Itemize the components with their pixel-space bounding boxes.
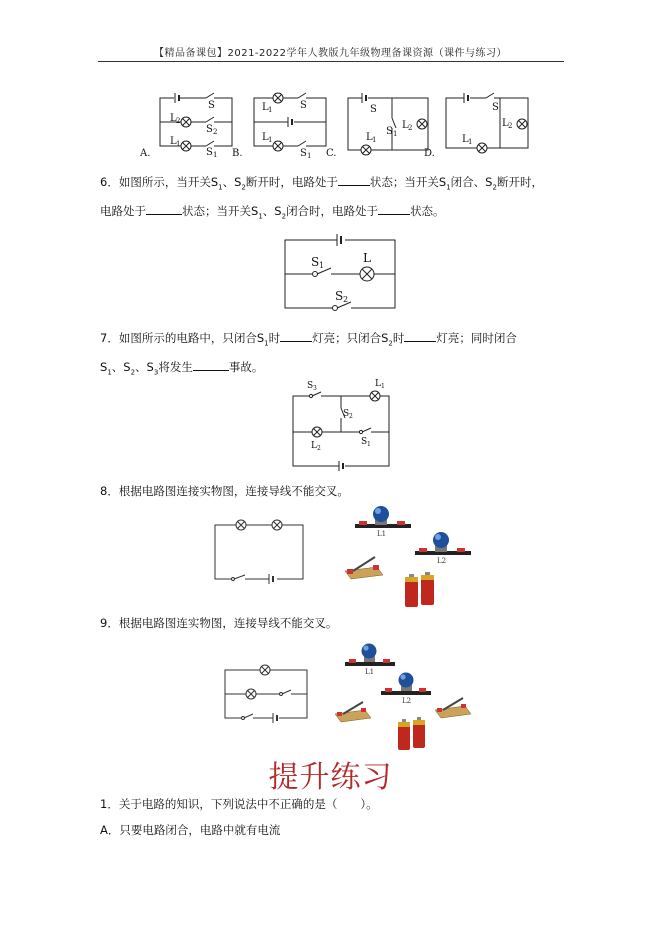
option-circuits	[130, 88, 550, 160]
svg-text:S: S	[492, 102, 499, 113]
q7-label-l1: L	[375, 379, 381, 389]
svg-text:2: 2	[408, 124, 413, 132]
label-a-l2: L	[170, 113, 177, 124]
option-a-label: A.	[140, 148, 151, 159]
question-8: 8．根据电路图连接实物图，连接导线不能交叉。	[100, 484, 349, 498]
svg-text:1: 1	[213, 151, 218, 159]
svg-text:S: S	[370, 104, 377, 115]
answer-blank[interactable]	[404, 329, 436, 342]
svg-text:L: L	[366, 132, 373, 143]
label-a-s: S	[208, 100, 215, 111]
q9-diagram	[215, 640, 480, 755]
label-bulb-l1: L1	[377, 530, 387, 538]
svg-text:2: 2	[508, 122, 513, 130]
bulb-l2	[415, 532, 471, 565]
q7-circuit	[285, 378, 395, 474]
svg-text:2: 2	[317, 445, 321, 452]
svg-text:2: 2	[213, 128, 218, 136]
section-title: 提升练习	[268, 760, 393, 795]
q6-label-s1: S	[311, 255, 320, 269]
switch-left	[335, 702, 371, 722]
switch-component	[345, 557, 383, 579]
q6-circuit	[275, 228, 405, 316]
q8-diagram	[205, 505, 485, 615]
svg-text:1: 1	[468, 138, 473, 146]
batteries	[405, 572, 434, 607]
q6-label-s2: S	[335, 289, 344, 303]
switch-right	[435, 698, 471, 718]
answer-blank[interactable]	[378, 202, 410, 215]
svg-text:S: S	[386, 126, 393, 137]
svg-text:1: 1	[372, 136, 377, 144]
svg-text:2: 2	[343, 295, 349, 304]
label-bulb-l2: L2	[437, 557, 447, 565]
svg-text:1: 1	[393, 130, 398, 138]
svg-text:L: L	[502, 118, 509, 129]
question-9: 9．根据电路图连实物图，连接导线不能交叉。	[100, 616, 338, 630]
svg-text:1: 1	[268, 106, 273, 114]
svg-text:1: 1	[268, 136, 273, 144]
answer-blank[interactable]	[193, 358, 229, 371]
svg-text:L: L	[402, 120, 409, 131]
q7-label-l2: L	[311, 441, 317, 451]
problem-1-option-a: A．只要电路闭合，电路中就有电流	[100, 823, 281, 837]
circuit-option-d	[446, 93, 528, 153]
bulb-l1	[355, 506, 411, 538]
svg-text:1: 1	[381, 383, 385, 390]
problem-1: 1．关于电路的知识，下列说法中不正确的是（ ）。	[100, 797, 378, 811]
svg-text:1: 1	[367, 441, 371, 448]
q7-label-s2: S	[343, 409, 350, 419]
option-c-label: C.	[326, 148, 337, 159]
svg-text:1: 1	[307, 152, 312, 160]
q6-label-l: L	[363, 251, 371, 265]
option-b-label: B.	[232, 148, 243, 159]
bulb-l1-q9	[345, 644, 395, 677]
q7-label-s3: S	[307, 381, 314, 391]
answer-blank[interactable]	[338, 173, 370, 186]
answer-blank[interactable]	[280, 329, 312, 342]
svg-text:L: L	[262, 102, 269, 113]
batteries-q9	[398, 717, 425, 750]
page-header: 【精品备课包】2021-2022学年人教版九年级物理备课资源（课件与练习）	[153, 48, 507, 59]
svg-text:1: 1	[176, 140, 181, 148]
label-a-s1: S	[206, 147, 213, 158]
svg-text:L: L	[262, 132, 269, 143]
svg-text:L: L	[462, 134, 469, 145]
svg-text:3: 3	[313, 385, 317, 392]
bulb-l2-q9	[381, 673, 431, 706]
label-bulb-l2: L2	[402, 697, 412, 705]
question-6: 6．如图所示，当开关$S_1$、$S_2$断开时，电路处于 状态；当开关$S_1$闭合、$S_2$断开时， 电路处于 状态；当开关$S_1$、$S_2$闭合时，电路处于 状态。	[100, 175, 543, 221]
q7-label-s1: S	[361, 437, 368, 447]
option-d-label: D.	[424, 148, 435, 159]
question-7: 7．如图所示的电路中，只闭合$S_1$时 灯亮；只闭合$S_2$时 灯亮；同时闭合 $S_1$、$S_2$、$S_3$将发生 事故。	[100, 331, 517, 377]
svg-text:2: 2	[349, 413, 353, 420]
header-rule	[98, 61, 564, 62]
label-a-l1: L	[170, 136, 177, 147]
answer-blank[interactable]	[146, 202, 182, 215]
svg-text:2: 2	[176, 117, 181, 125]
circuit-option-c	[348, 93, 428, 155]
label-bulb-l1: L1	[365, 668, 375, 676]
svg-text:S: S	[300, 100, 307, 111]
svg-text:1: 1	[319, 261, 325, 270]
svg-text:S: S	[300, 148, 307, 159]
label-a-s2: S	[206, 124, 213, 135]
